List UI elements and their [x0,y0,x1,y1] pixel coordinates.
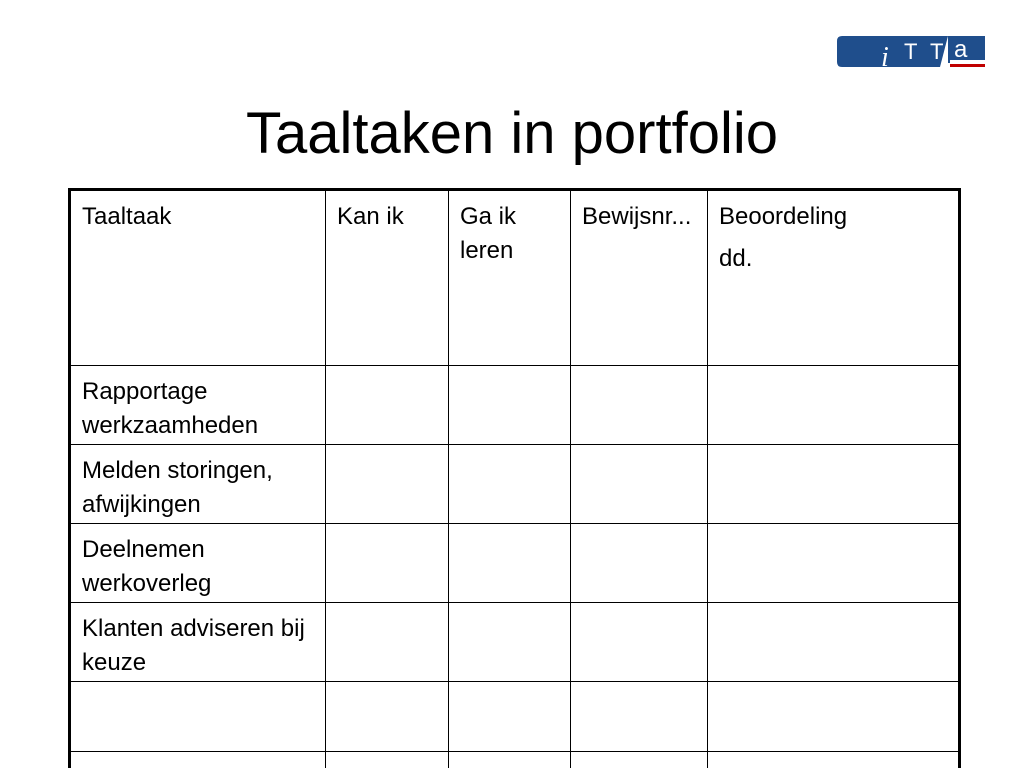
table-cell[interactable] [571,524,708,603]
table-cell[interactable] [449,752,571,768]
page-title: Taaltaken in portfolio [246,101,778,166]
header-cell-beoordeling [708,190,960,366]
table-cell[interactable] [326,752,449,768]
table-cell[interactable] [571,682,708,752]
table-cell[interactable] [571,752,708,768]
table-cell[interactable] [449,603,571,682]
header-cell-taaltaak: Taaltaak [70,190,326,366]
table-row [70,366,960,445]
table-cell[interactable] [708,603,960,682]
header-cell-kan-ik: Kan ik [326,190,449,366]
svg-text:T: T [904,39,918,64]
table-row [70,603,960,682]
table-row [70,524,960,603]
table-row [70,445,960,524]
table-row [70,752,960,768]
table-cell[interactable] [708,682,960,752]
table-cell[interactable] [326,682,449,752]
table-cell[interactable] [449,682,571,752]
header-cell-ga-ik-leren: Ga ik leren [449,190,571,366]
table-cell[interactable] [708,524,960,603]
table-cell[interactable] [326,603,449,682]
svg-text:T: T [930,39,944,64]
header-beoordeling-label: Beoordeling [719,203,848,230]
portfolio-table [68,188,961,768]
table-cell[interactable] [326,445,449,524]
table-cell[interactable] [449,524,571,603]
table-cell[interactable] [571,445,708,524]
svg-text:i: i [881,42,889,70]
table-cell[interactable] [326,366,449,445]
table-cell[interactable] [708,752,960,768]
table-cell[interactable] [708,366,960,445]
table-header-row [70,190,960,366]
header-beoordeling-date: dd. [719,245,753,272]
table-cell[interactable] [326,524,449,603]
svg-text:a: a [954,36,968,63]
table-cell[interactable]: Deelnemen werkoverleg [70,524,326,603]
table-cell[interactable] [70,752,326,768]
table-cell[interactable] [449,445,571,524]
table-cell[interactable]: Klanten adviseren bij keuze [70,603,326,682]
itta-logo [836,33,986,70]
table-cell[interactable] [449,366,571,445]
table-cell[interactable]: Rapportage werkzaamheden [70,366,326,445]
table-cell[interactable]: Melden storingen, afwijkingen [70,445,326,524]
table-row [70,682,960,752]
table-cell[interactable] [70,682,326,752]
header-cell-bewijsnr: Bewijsnr... [571,190,708,366]
table-cell[interactable] [571,366,708,445]
table-cell[interactable] [571,603,708,682]
table-cell[interactable] [708,445,960,524]
